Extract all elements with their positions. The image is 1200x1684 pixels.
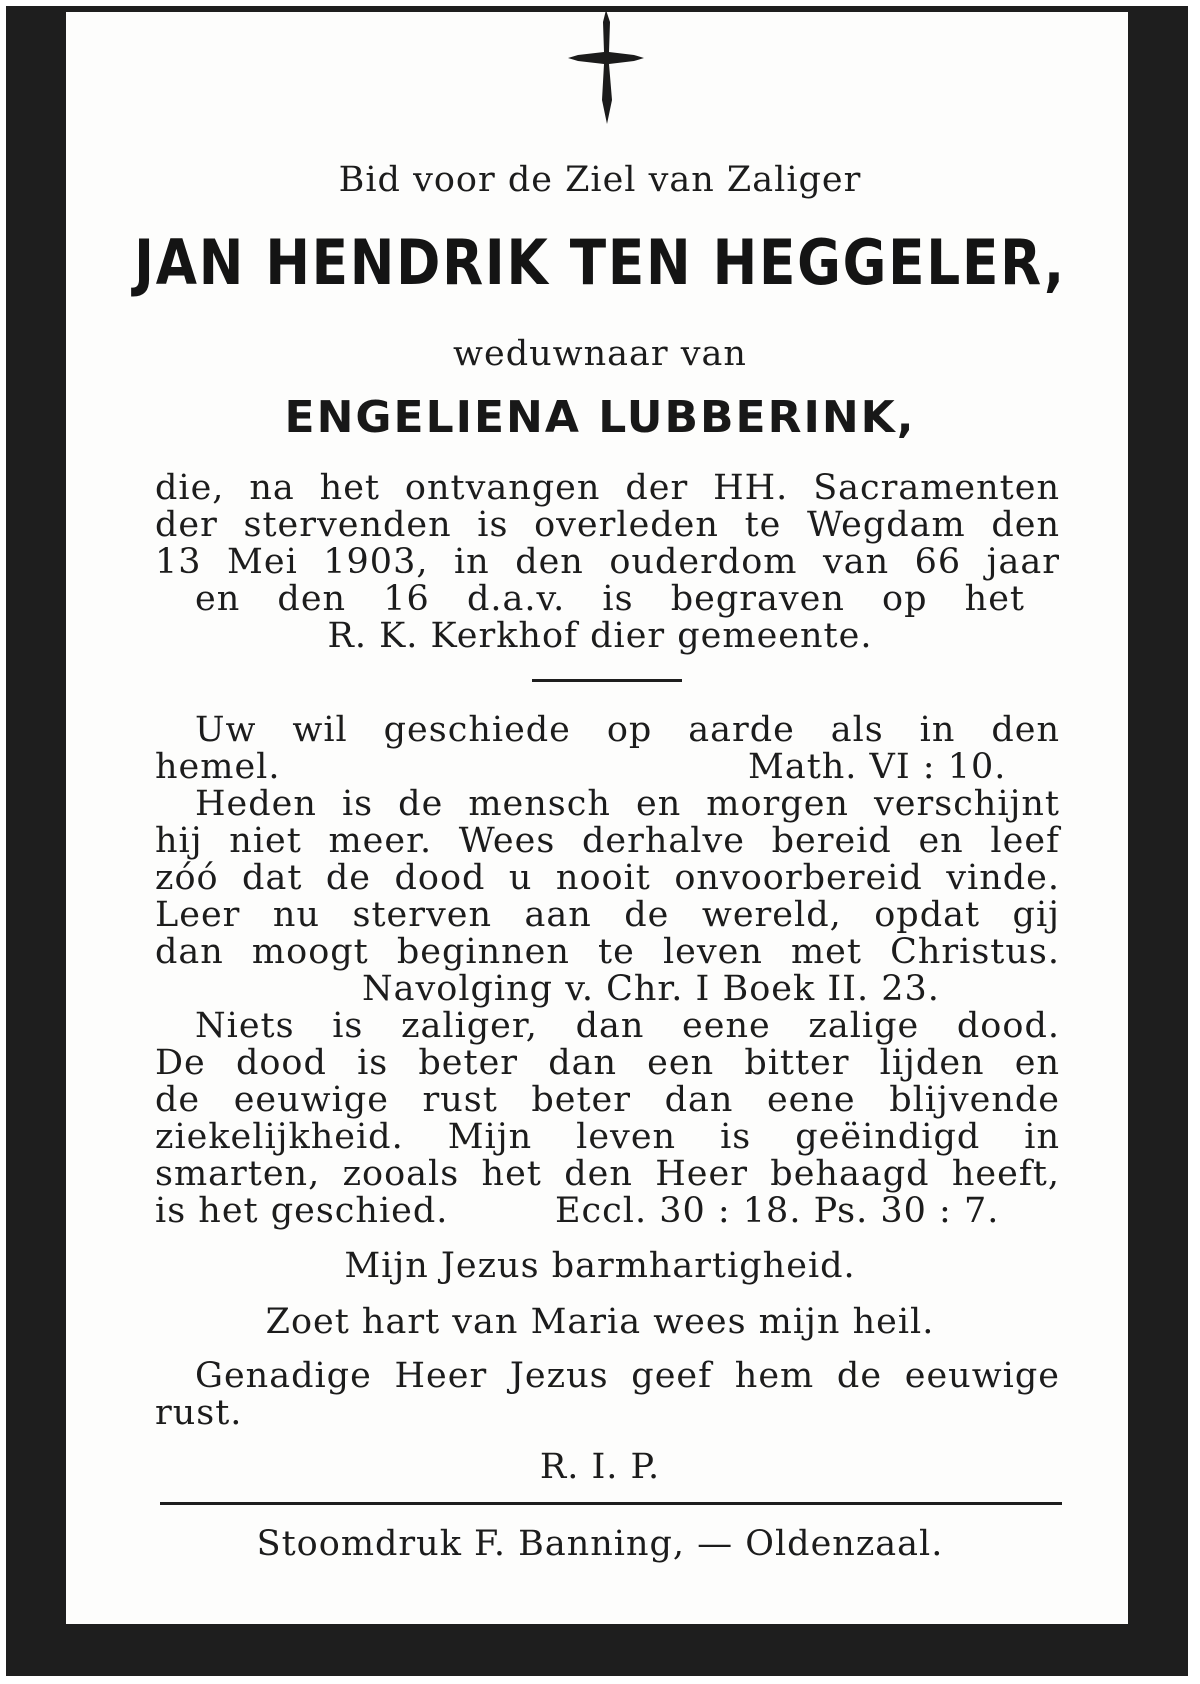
printer-credit: Stoomdruk F. Banning, — Oldenzaal. [256,1524,944,1564]
scripture-reference: Eccl. 30 : 18. Ps. 30 : 7. [555,1191,1000,1231]
prayer-line: Niets is zaliger, dan eene zalige dood. [195,1006,1060,1046]
scripture-reference: Navolging v. Chr. I Boek II. 23. [362,969,940,1009]
announcement-line: en den 16 d.a.v. is begraven op het [195,579,1025,619]
ejaculation: Zoet hart van Maria wees mijn heil. [265,1302,935,1342]
prayer-line: de eeuwige rust beter dan eene blijvende [155,1080,1060,1120]
spouse-name: ENGELIENA LUBBERINK, [284,392,916,443]
prayer-line: is het geschied. [155,1191,449,1231]
prayer-line: hij niet meer. Wees derhalve bereid en leef [155,821,1060,861]
mourning-border-left [6,10,66,1668]
scripture-reference: Math. VI : 10. [748,747,1007,787]
prayer-line: ziekelijkheid. Mijn leven is geëindigd in [155,1117,1060,1157]
relation-text: weduwnaar van [453,334,747,374]
heading: Bid voor de Ziel van Zaliger [338,160,862,200]
footer-rule [160,1502,1062,1505]
prayer-line: smarten, zooals het den Heer behaagd heeft, [155,1154,1060,1194]
ejaculation: rust. [155,1393,243,1433]
announcement-line: 13 Mei 1903, in den ouderdom van 66 jaar [155,542,1060,582]
mourning-border-bottom [6,1624,1188,1676]
cross-icon [566,8,646,126]
section-divider [532,679,682,682]
announcement-last-line: R. K. Kerkhof dier gemeente. [327,616,873,656]
announcement-line: der stervenden is overleden te Wegdam den [155,505,1060,545]
prayer-line: De dood is beter dan een bitter lijden en [155,1043,1060,1083]
deceased-name: JAN HENDRIK TEN HEGGELER, [134,226,1066,299]
announcement-line: die, na het ontvangen der HH. Sacramenten [155,468,1060,508]
prayer-line: Leer nu sterven aan de wereld, opdat gij [155,895,1060,935]
prayer-line: zóó dat de dood u nooit onvoorbereid vinde. [155,858,1060,898]
prayer-line: dan moogt beginnen te leven met Christus. [155,932,1060,972]
rip-text: R. I. P. [539,1447,661,1487]
ejaculation: Genadige Heer Jezus geef hem de eeuwige [195,1356,1060,1396]
prayer-line: hemel. [155,747,281,787]
prayer-line: Uw wil geschiede op aarde als in den [195,710,1060,750]
prayer-line: Heden is de mensch en morgen verschijnt [195,784,1060,824]
mourning-border-right [1128,8,1188,1668]
ejaculation: Mijn Jezus barmhartigheid. [344,1246,856,1286]
